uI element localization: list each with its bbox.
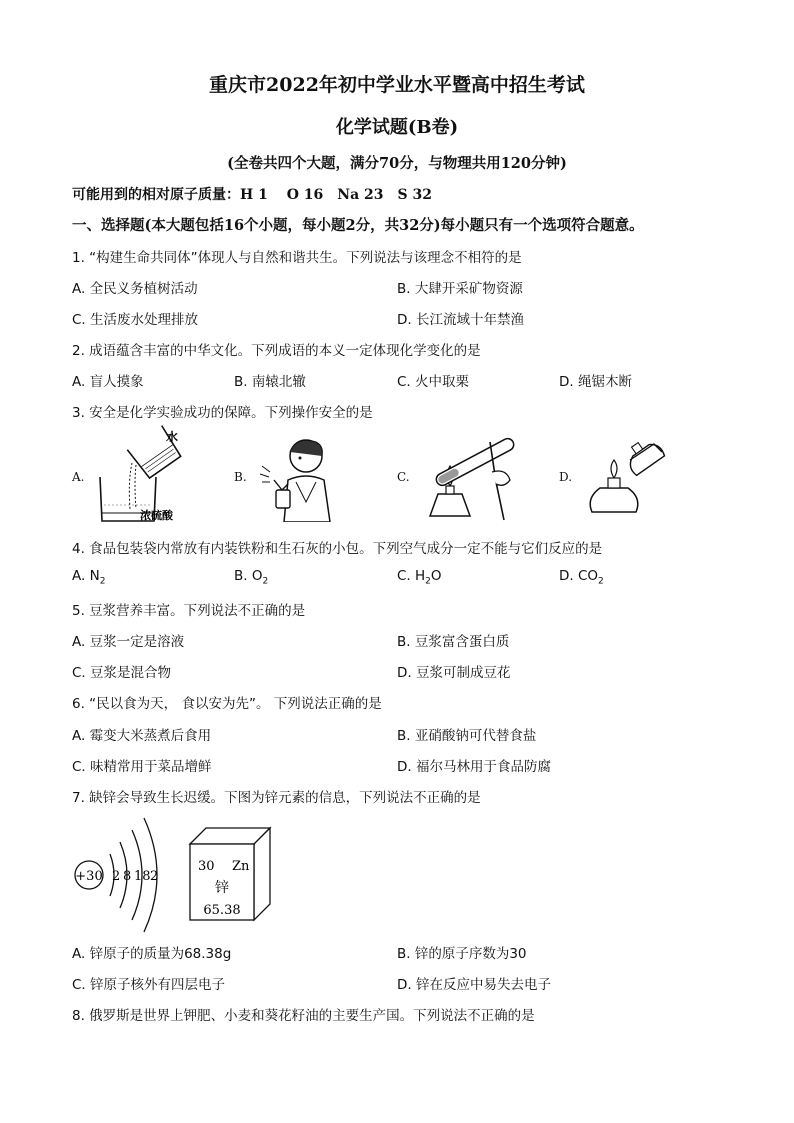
- q3-option-a-label[interactable]: A.: [72, 470, 85, 484]
- q4-option-b[interactable]: [234, 568, 268, 587]
- q4-option-a[interactable]: [72, 568, 105, 587]
- question-5-stem: 5. 豆浆营养丰富。下列说法不正确的是: [72, 603, 306, 619]
- q5-option-d[interactable]: D. 豆浆可制成豆花: [397, 665, 511, 681]
- label-concentrated-acid: 浓硫酸: [140, 509, 173, 522]
- q1-option-d[interactable]: D. 长江流域十年禁渔: [397, 312, 524, 328]
- q4-option-c[interactable]: [397, 568, 442, 587]
- q3-option-d-label[interactable]: D.: [559, 470, 573, 484]
- label-water: 水: [166, 430, 179, 444]
- shell-count-4: 2: [150, 869, 159, 884]
- q7-option-a[interactable]: A. 锌原子的质量为68.38g: [72, 946, 232, 962]
- q6-option-b[interactable]: B. 亚硝酸钠可代替食盐: [397, 728, 537, 744]
- smell-gas-illustration: [256, 432, 348, 522]
- zinc-element-cell: [186, 824, 272, 924]
- atomic-masses: 可能用到的相对原子质量：H 1 O 16 Na 23 S 32: [72, 187, 432, 203]
- shell-count-2: 8: [123, 869, 132, 884]
- element-name: 锌: [215, 880, 229, 896]
- q6-option-a[interactable]: A. 霉变大米蒸煮后食用: [72, 728, 212, 744]
- atomic-mass: 65.38: [203, 903, 241, 918]
- q5-option-c[interactable]: C. 豆浆是混合物: [72, 665, 172, 681]
- q2-option-b[interactable]: B. 南辕北辙: [234, 374, 306, 390]
- atomic-number: 30: [198, 859, 215, 874]
- q4-option-d[interactable]: [559, 568, 604, 587]
- section-heading: 一、选择题(本大题包括16个小题，每小题2分，共32分)每小题只有一个选项符合题意。: [72, 217, 644, 234]
- q2-option-c[interactable]: C. 火中取栗: [397, 374, 470, 390]
- light-lamp-illustration: [578, 438, 670, 518]
- q1-option-c[interactable]: C. 生活废水处理排放: [72, 312, 199, 328]
- q3-option-b-label[interactable]: B.: [234, 470, 247, 484]
- q4-d-text: D. CO: [559, 568, 599, 584]
- q7-option-d[interactable]: D. 锌在反应中易失去电子: [397, 977, 551, 993]
- q4-c-post: O: [430, 568, 442, 584]
- q5-option-a[interactable]: A. 豆浆一定是溶液: [72, 634, 185, 650]
- element-symbol: Zn: [232, 859, 250, 874]
- shell-count-1: 2: [112, 869, 121, 884]
- question-6-stem: 6. “民以食为天， 食以安为先”。 下列说法正确的是: [72, 696, 382, 712]
- dilute-acid-illustration: [92, 425, 192, 525]
- zinc-atom-structure-diagram: [70, 812, 180, 938]
- q4-c-text: C. H: [397, 568, 426, 584]
- q6-option-c[interactable]: C. 味精常用于菜品增鲜: [72, 759, 212, 775]
- q3-option-c-label[interactable]: C.: [397, 470, 410, 484]
- heat-test-tube-illustration: [420, 432, 530, 522]
- exam-note: (全卷共四个大题，满分70分，与物理共用120分钟): [227, 155, 567, 172]
- question-3-stem: 3. 安全是化学实验成功的保障。下列操作安全的是: [72, 405, 373, 421]
- q4-d-sub: 2: [598, 576, 604, 587]
- exam-title: 重庆市2022年初中学业水平暨高中招生考试: [209, 74, 585, 96]
- question-7-stem: 7. 缺锌会导致生长迟缓。下图为锌元素的信息，下列说法不正确的是: [72, 790, 481, 806]
- q4-b-text: B. O: [234, 568, 263, 584]
- q1-option-b[interactable]: B. 大肆开采矿物资源: [397, 281, 523, 297]
- q2-option-d[interactable]: D. 绳锯木断: [559, 374, 632, 390]
- question-1-stem: 1. “构建生命共同体”体现人与自然和谐共生。下列说法与该理念不相符的是: [72, 250, 522, 266]
- q7-option-b[interactable]: B. 锌的原子序数为30: [397, 946, 527, 962]
- q1-option-a[interactable]: A. 全民义务植树活动: [72, 281, 198, 297]
- q4-b-sub: 2: [262, 576, 269, 587]
- question-4-stem: 4. 食品包装袋内常放有内装铁粉和生石灰的小包。下列空气成分一定不能与它们反应的是: [72, 541, 603, 557]
- question-8-stem: 8. 俄罗斯是世界上钾肥、小麦和葵花籽油的主要生产国。下列说法不正确的是: [72, 1008, 535, 1024]
- q6-option-d[interactable]: D. 福尔马林用于食品防腐: [397, 759, 551, 775]
- q4-c-sub: 2: [425, 576, 431, 587]
- q7-option-c[interactable]: C. 锌原子核外有四层电子: [72, 977, 226, 993]
- shell-count-3: 18: [134, 869, 151, 884]
- q5-option-b[interactable]: B. 豆浆富含蛋白质: [397, 634, 510, 650]
- q4-a-text: A. N: [72, 568, 100, 584]
- q2-option-a[interactable]: A. 盲人摸象: [72, 374, 144, 390]
- nucleus-charge: +30: [75, 869, 103, 884]
- question-2-stem: 2. 成语蕴含丰富的中华文化。下列成语的本义一定体现化学变化的是: [72, 343, 481, 359]
- q4-a-sub: 2: [99, 576, 106, 587]
- cell-side-face: [254, 828, 270, 920]
- exam-subtitle: 化学试题(B卷): [335, 117, 459, 138]
